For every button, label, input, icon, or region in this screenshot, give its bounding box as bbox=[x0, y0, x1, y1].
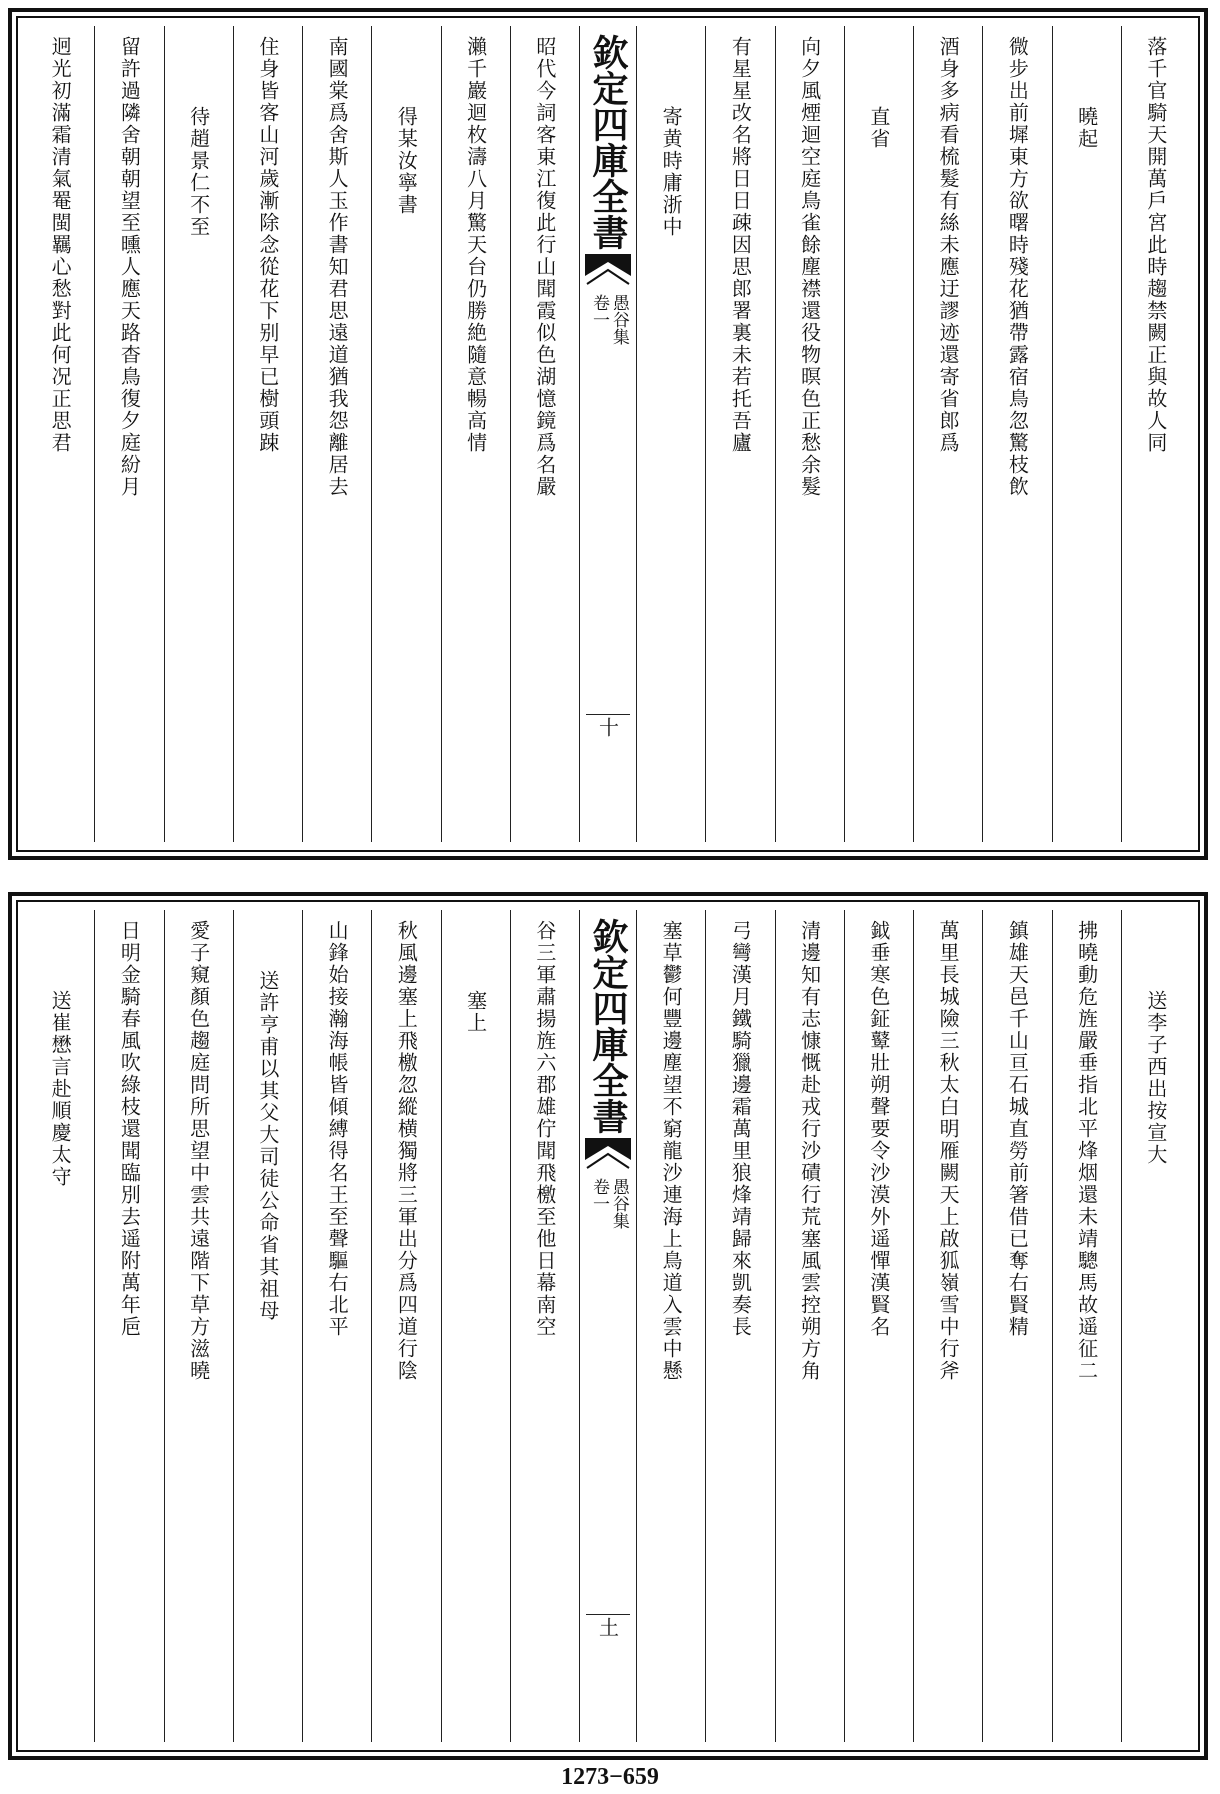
column-text: 落千官騎天開萬戶宮此時趨禁闕正與故人同 bbox=[1143, 36, 1168, 454]
text-column bbox=[233, 26, 302, 842]
column-text: 鉞垂寒色鉦鼙壯朔聲要令沙漠外遥憚漢賢名 bbox=[866, 920, 891, 1338]
text-column bbox=[94, 26, 163, 842]
page-upper bbox=[8, 8, 1208, 860]
library-title: 欽定四庫全書 bbox=[587, 918, 629, 1134]
column-text: 住身皆客山河歲漸除念從花下别早已樹頭踈 bbox=[255, 36, 280, 454]
text-column bbox=[982, 26, 1051, 842]
text-column bbox=[844, 910, 913, 1742]
poem-title-column bbox=[164, 26, 233, 842]
poem-title: 直省 bbox=[866, 106, 891, 150]
poem-title-column bbox=[1121, 910, 1190, 1742]
text-column bbox=[164, 910, 233, 1742]
column-text: 秋風邊塞上飛檄忽縱横獨將三軍出分爲四道行陰 bbox=[394, 920, 419, 1382]
column-text: 瀨千巖迴枚濤八月驚天台仍勝絶隨意暢高情 bbox=[463, 36, 488, 454]
spine-meta bbox=[589, 1178, 627, 1229]
column-text: 鎮雄天邑千山亘石城直勞前箸借已奪右賢精 bbox=[1005, 920, 1030, 1338]
poem-title: 曉起 bbox=[1074, 106, 1099, 150]
column-text: 微步出前墀東方欲曙時殘花猶帶露宿鳥忽驚枝飲 bbox=[1005, 36, 1030, 498]
volume-label: 卷一 bbox=[589, 1178, 609, 1212]
column-text: 昭代今詞客東江復此行山聞霞似色湖憶鏡爲名嚴 bbox=[532, 36, 557, 498]
poem-title: 塞上 bbox=[463, 990, 488, 1034]
fish-tail-mark-icon bbox=[585, 1138, 631, 1172]
text-column bbox=[775, 910, 844, 1742]
text-column bbox=[302, 910, 371, 1742]
column-text: 塞草鬱何豐邊塵望不窮龍沙連海上鳥道入雲中懸 bbox=[659, 920, 684, 1382]
center-spine bbox=[579, 26, 636, 842]
column-text: 清邊知有志慷慨赴戎行沙磧行荒塞風雲控朔方角 bbox=[797, 920, 822, 1382]
poem-title: 送崔懋言赴順慶太守 bbox=[48, 990, 73, 1188]
text-column bbox=[510, 910, 579, 1742]
column-text: 有星星改名將日日疎因思郎署裏未若托吾廬 bbox=[728, 36, 753, 454]
poem-title-column bbox=[636, 26, 705, 842]
text-column bbox=[636, 910, 705, 1742]
column-text: 酒身多病看梳髮有絲未應迂謬迹還寄省郎爲 bbox=[936, 36, 961, 454]
text-column bbox=[371, 910, 440, 1742]
column-text: 向夕風煙迴空庭鳥雀餘塵襟還役物暝色正愁余髮 bbox=[797, 36, 822, 498]
text-column bbox=[1121, 26, 1190, 842]
column-text: 迥光初滿霜清氣罨閩羈心愁對此何况正思君 bbox=[48, 36, 73, 454]
column-text: 日明金騎春風吹綠枝還聞臨別去遥附萬年巵 bbox=[117, 920, 142, 1338]
poem-title: 待趙景仁不至 bbox=[186, 106, 211, 238]
text-column bbox=[510, 26, 579, 842]
poem-title-column bbox=[233, 910, 302, 1742]
column-text: 山鋒始接瀚海帳皆傾縛得名王至聲驅右北平 bbox=[325, 920, 350, 1338]
column-text: 拂曉動危旌嚴垂指北平烽烟還未靖驄馬故遥征二 bbox=[1074, 920, 1099, 1382]
collection-name: 愚谷集 bbox=[608, 294, 629, 345]
text-column bbox=[94, 910, 163, 1742]
volume-label: 卷一 bbox=[589, 294, 609, 328]
text-column bbox=[26, 26, 94, 842]
poem-title: 送李子西出按宣大 bbox=[1143, 990, 1168, 1166]
leaf-number-text: 土 bbox=[595, 1617, 620, 1637]
column-text: 愛子窺顏色趨庭問所思望中雲共遠階下草方滋曉 bbox=[186, 920, 211, 1382]
text-columns-lower bbox=[26, 910, 1190, 1742]
poem-title: 得某汝寧書 bbox=[394, 106, 419, 216]
text-column bbox=[1052, 910, 1121, 1742]
text-column bbox=[982, 910, 1051, 1742]
column-text: 留許過隣舍朝朝望至曛人應天路杳鳥復夕庭紛月 bbox=[117, 36, 142, 498]
poem-title-column bbox=[26, 910, 94, 1742]
text-column bbox=[775, 26, 844, 842]
poem-title-column bbox=[844, 26, 913, 842]
text-column bbox=[441, 26, 510, 842]
text-column bbox=[302, 26, 371, 842]
text-columns-upper bbox=[26, 26, 1190, 842]
library-title: 欽定四庫全書 bbox=[587, 34, 629, 250]
text-column bbox=[913, 26, 982, 842]
page-lower bbox=[8, 892, 1208, 1760]
poem-title-column bbox=[371, 26, 440, 842]
folio-number: 1273−659 bbox=[561, 1764, 659, 1790]
spine-meta bbox=[589, 294, 627, 345]
fish-tail-mark-icon bbox=[585, 254, 631, 288]
column-text: 谷三軍肅揚旌六郡雄佇聞飛檄至他日幕南空 bbox=[532, 920, 557, 1338]
collection-name: 愚谷集 bbox=[608, 1178, 629, 1229]
text-column bbox=[705, 26, 774, 842]
poem-title-column bbox=[441, 910, 510, 1742]
poem-title: 送許亨甫以其父大司徒公命省其祖母 bbox=[255, 970, 280, 1322]
text-column bbox=[913, 910, 982, 1742]
column-text: 萬里長城險三秋太白明雁闕天上啟狐嶺雪中行斧 bbox=[936, 920, 961, 1382]
leaf-number bbox=[586, 714, 630, 742]
text-column bbox=[705, 910, 774, 1742]
leaf-number bbox=[586, 1614, 630, 1642]
column-text: 弓彎漢月鐵騎獵邊霜萬里狼烽靖歸來凱奏長 bbox=[728, 920, 753, 1338]
poem-title: 寄黄時庸浙中 bbox=[659, 106, 684, 238]
center-spine bbox=[579, 910, 636, 1742]
leaf-number-text: 十 bbox=[595, 717, 620, 737]
column-text: 南國棠爲舍斯人玉作書知君思遠道猶我怨離居去 bbox=[325, 36, 350, 498]
poem-title-column bbox=[1052, 26, 1121, 842]
